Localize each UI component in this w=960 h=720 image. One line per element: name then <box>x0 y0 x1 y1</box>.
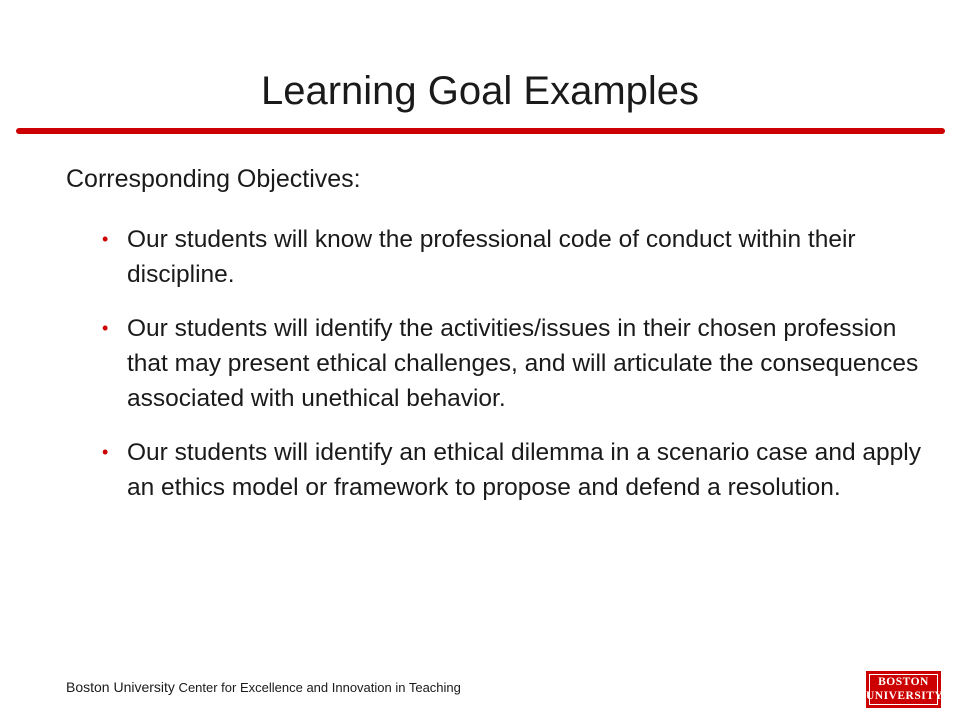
bullet-icon: • <box>102 229 109 249</box>
subheading: Corresponding Objectives: <box>66 165 361 193</box>
bullet-text: Our students will identify the activities/issues in their chosen profession that may present ethical challenges, and will articulate the consequences associated with unethical behavior. <box>127 315 919 412</box>
bullet-icon: • <box>102 442 109 462</box>
footer-dept: Center for Excellence and Innovation in Teaching <box>174 680 461 695</box>
title-divider <box>16 128 945 134</box>
boston-university-logo <box>866 671 944 708</box>
bullet-text: Our students will know the professional code of conduct within their discipline. <box>127 226 856 288</box>
bullet-text: Our students will identify an ethical dilemma in a scenario case and apply an ethics model or framework to propose and defend a resolution. <box>127 439 921 501</box>
bullet-list <box>102 222 932 524</box>
footer-org: Boston University <box>66 679 175 695</box>
logo-line-2: UNIVERSITY <box>866 690 944 702</box>
bullet-icon: • <box>102 318 109 338</box>
footer-text <box>66 679 461 696</box>
logo-frame <box>869 674 938 705</box>
bullet-item <box>102 311 932 416</box>
bullet-item <box>102 222 932 292</box>
logo-line-1: BOSTON <box>878 676 929 688</box>
slide-title: Learning Goal Examples <box>260 69 700 113</box>
bullet-item <box>102 435 932 505</box>
